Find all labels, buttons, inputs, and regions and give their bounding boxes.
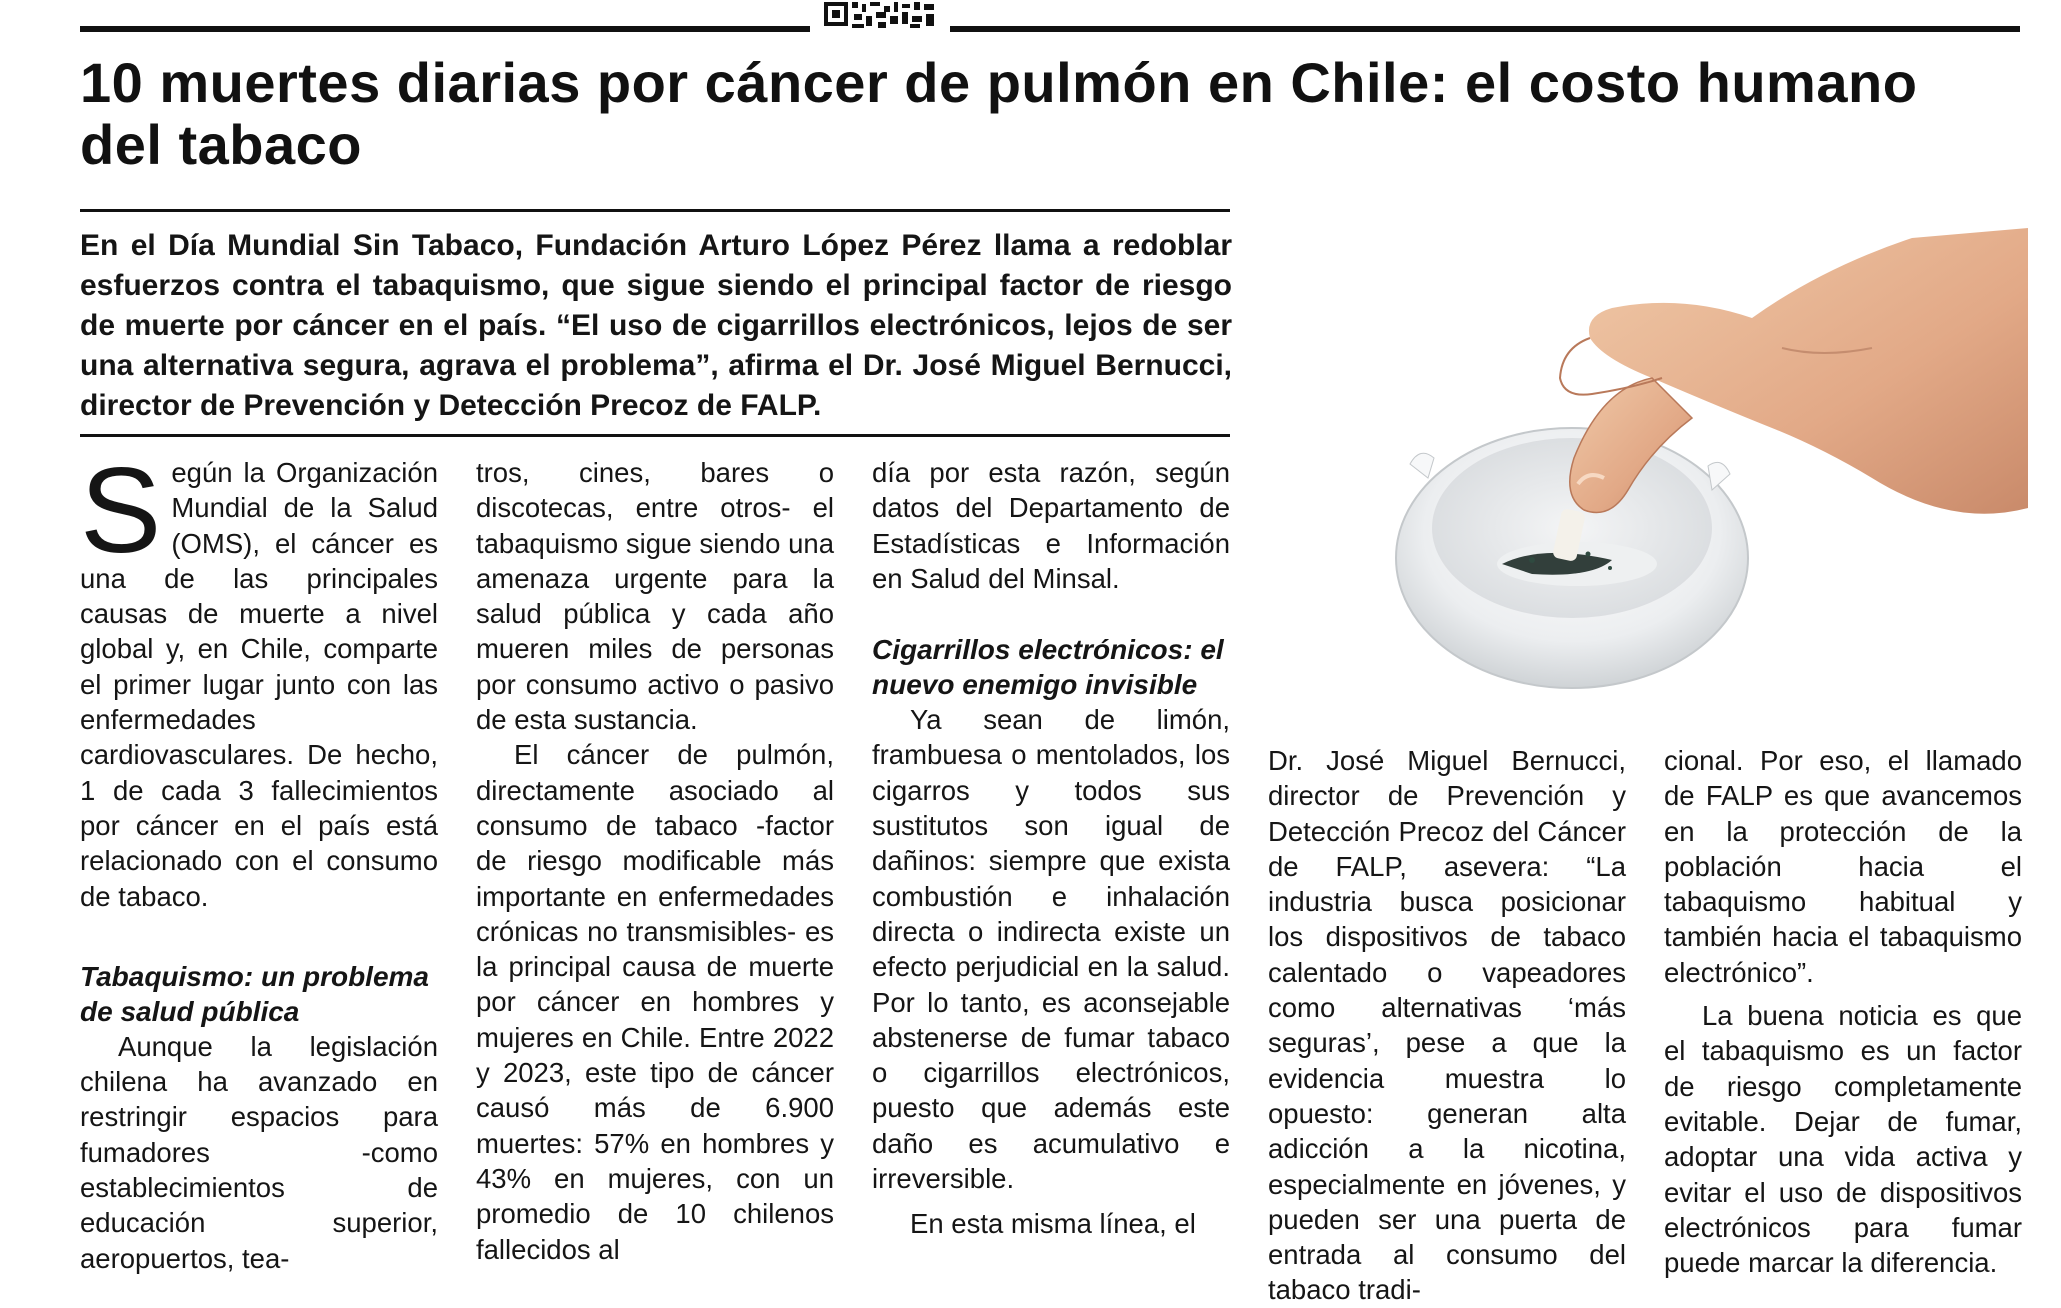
column-5-paragraph-1: cional. Por eso, el llamado de FALP es que avancemos en la protección de la población hacia el tabaquismo habitual y también hacia el tabaquismo electrónico”. [1664,745,2022,988]
lede: En el Día Mundial Sin Tabaco, Fundación Arturo López Pérez llama a redoblar esfuerzos contra el tabaquismo, que sigue siendo el principal factor de riesgo de muerte por cáncer en el país. “El uso de cigarrillos electrónicos, lejos de ser una alternativa segura, agrava el problema”, afirma el Dr. José Miguel Bernucci, director de Prevención y Detección Precoz de FALP. [80,229,1232,422]
column-5 [1664,743,2022,1280]
ashtray-photo [1352,228,2028,693]
subhead-cigarrillos-electronicos: Cigarrillos electrónicos: el nuevo enemigo invisible [872,634,1224,701]
column-4-paragraph-1: Dr. José Miguel Bernucci, director de Prevención y Detección Precoz del Cáncer de FALP, asevera: “La industria busca posicionar los dispositivos de tabaco calentado o vapeadores como alternativas ‘más seguras’, pese a que la evidencia muestra lo opuesto: generan alta adicción a la nicotina, especialmente en jóvenes, y pueden ser una puerta de entrada al consumo del tabaco tradi- [1268,745,1626,1306]
column-3-paragraph-2: Ya sean de limón, frambuesa o mentolados, los cigarros y todos sus sustitutos son igual de dañinos: siempre que exista combustión e inhalación directa o indirecta existe un efecto perjudicial en la salud. Por lo tanto, es aconsejable abstenerse de fumar tabaco o cigarrillos electrónicos, puesto que además este daño es acumulativo e irreversible. [872,704,1230,1195]
top-rule-right [950,26,2020,32]
column-3-paragraph-3: En esta misma línea, el [910,1208,1196,1240]
lede-rule-bottom [80,434,1230,437]
column-2-paragraph-2: El cáncer de pulmón, directamente asociado al consumo de tabaco -factor de riesgo modificable más importante en enfermedades crónicas no transmisibles- es la principal causa de muerte por cáncer en hombres y mujeres en Chile. Entre 2022 y 2023, este tipo de cáncer causó más de 6.900 muertes: 57% en hombres y 43% en mujeres, con un promedio de 10 chilenos fallecidos al [476,739,834,1265]
lede-rule-top [80,209,1230,212]
column-1-paragraph-1: egún la Organización Mundial de la Salud (OMS), el cáncer es una de las principales causas de muerte a nivel global y, en Chile, comparte el primer lugar junto con las enfermedades cardiovasculares. De hecho, 1 de cada 3 fallecimientos por cáncer en el país está relacionado con el consumo de tabaco. [80,457,438,912]
column-4 [1268,743,1626,1308]
headline: 10 muertes diarias por cáncer de pulmón en Chile: el costo humano del tabaco [80,51,1918,176]
drop-cap: S [80,442,162,578]
column-2-paragraph-1: tros, cines, bares o discotecas, entre otros- el tabaquismo sigue siendo una amenaza urgente para la salud pública y cada año mueren miles de personas por consumo activo o pasivo de esta sustancia. [476,457,834,736]
column-3 [872,455,1230,1242]
qr-code-icon [822,0,940,30]
column-5-paragraph-2: La buena noticia es que el tabaquismo es un factor de riesgo completamente evitable. Dejar de fumar, adoptar una vida activa y evitar el uso de dispositivos electrónicos para fumar puede marcar la diferencia. [1664,1000,2022,1279]
top-rule-left [80,26,810,32]
column-1-paragraph-2: Aunque la legislación chilena ha avanzado en restringir espacios para fumadores -como establecimientos de educación superior, aeropuertos, tea- [80,1030,438,1274]
column-3-paragraph-1: día por esta razón, según datos del Departamento de Estadísticas e Información en Salud del Minsal. [872,457,1230,594]
subhead-tabaquismo: Tabaquismo: un problema de salud pública [80,960,429,1027]
column-2 [476,455,834,1267]
column-1 [80,442,438,1276]
